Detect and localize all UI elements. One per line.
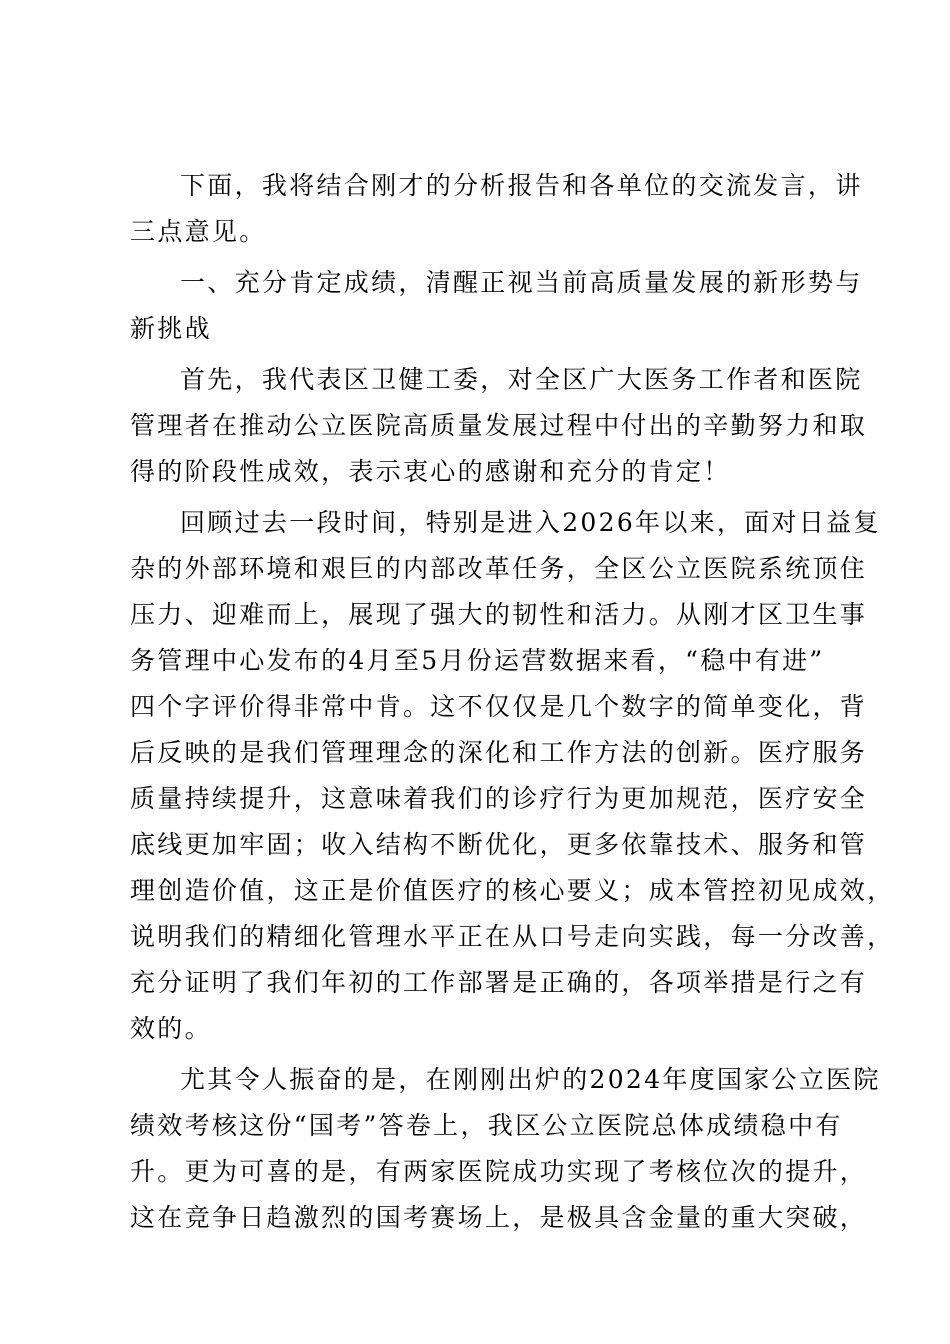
paragraph-line: 质量持续提升，这意味着我们的诊疗行为更加规范，医疗安全	[130, 784, 868, 813]
paragraph-line: 这在竞争日趋激烈的国考赛场上，是极具含金量的重大突破，	[130, 1203, 868, 1232]
paragraph-line: 得的阶段性成效，表示衷心的感谢和充分的肯定！	[130, 457, 731, 486]
paragraph-line: 回顾过去一段时间，特别是进入2026年以来，面对日益复	[180, 508, 881, 537]
paragraph-line: 升。更为可喜的是，有两家医院成功实现了考核位次的提升，	[130, 1157, 868, 1186]
section-heading-line: 一、充分肯定成绩，清醒正视当前高质量发展的新形势与	[180, 268, 863, 297]
document-body	[130, 163, 895, 1241]
paragraph-line: 后反映的是我们管理理念的深化和工作方法的创新。医疗服务	[130, 738, 868, 767]
paragraph-line: 理创造价值，这正是价值医疗的核心要义；成本管控初见成效，	[130, 876, 895, 905]
paragraph-line: 务管理中心发布的4月至5月份运营数据来看，“稳中有进”	[130, 646, 825, 675]
paragraph-line: 效的。	[130, 1014, 212, 1043]
paragraph-line: 下面，我将结合刚才的分析报告和各单位的交流发言，讲	[180, 171, 863, 200]
paragraph-line: 底线更加牢固；收入结构不断优化，更多依靠技术、服务和管	[130, 830, 868, 859]
paragraph-line: 杂的外部环境和艰巨的内部改革任务，全区公立医院系统顶住	[130, 554, 868, 583]
paragraph-line: 三点意见。	[130, 217, 267, 246]
paragraph-line: 管理者在推动公立医院高质量发展过程中付出的辛勤努力和取	[130, 411, 868, 440]
paragraph-line: 尤其令人振奋的是，在刚刚出炉的2024年度国家公立医院	[180, 1065, 881, 1094]
section-heading-line: 新挑战	[130, 314, 212, 343]
paragraph-line: 充分证明了我们年初的工作部署是正确的，各项举措是行之有	[130, 968, 868, 997]
paragraph-line: 绩效考核这份“国考”答卷上，我区公立医院总体成绩稳中有	[130, 1111, 843, 1140]
paragraph-line: 四个字评价得非常中肯。这不仅仅是几个数字的简单变化，背	[130, 692, 868, 721]
paragraph-line: 压力、迎难而上，展现了强大的韧性和活力。从刚才区卫生事	[130, 600, 868, 629]
paragraph-line: 说明我们的精细化管理水平正在从口号走向实践，每一分改善，	[130, 922, 895, 951]
paragraph-line: 首先，我代表区卫健工委，对全区广大医务工作者和医院	[180, 365, 863, 394]
